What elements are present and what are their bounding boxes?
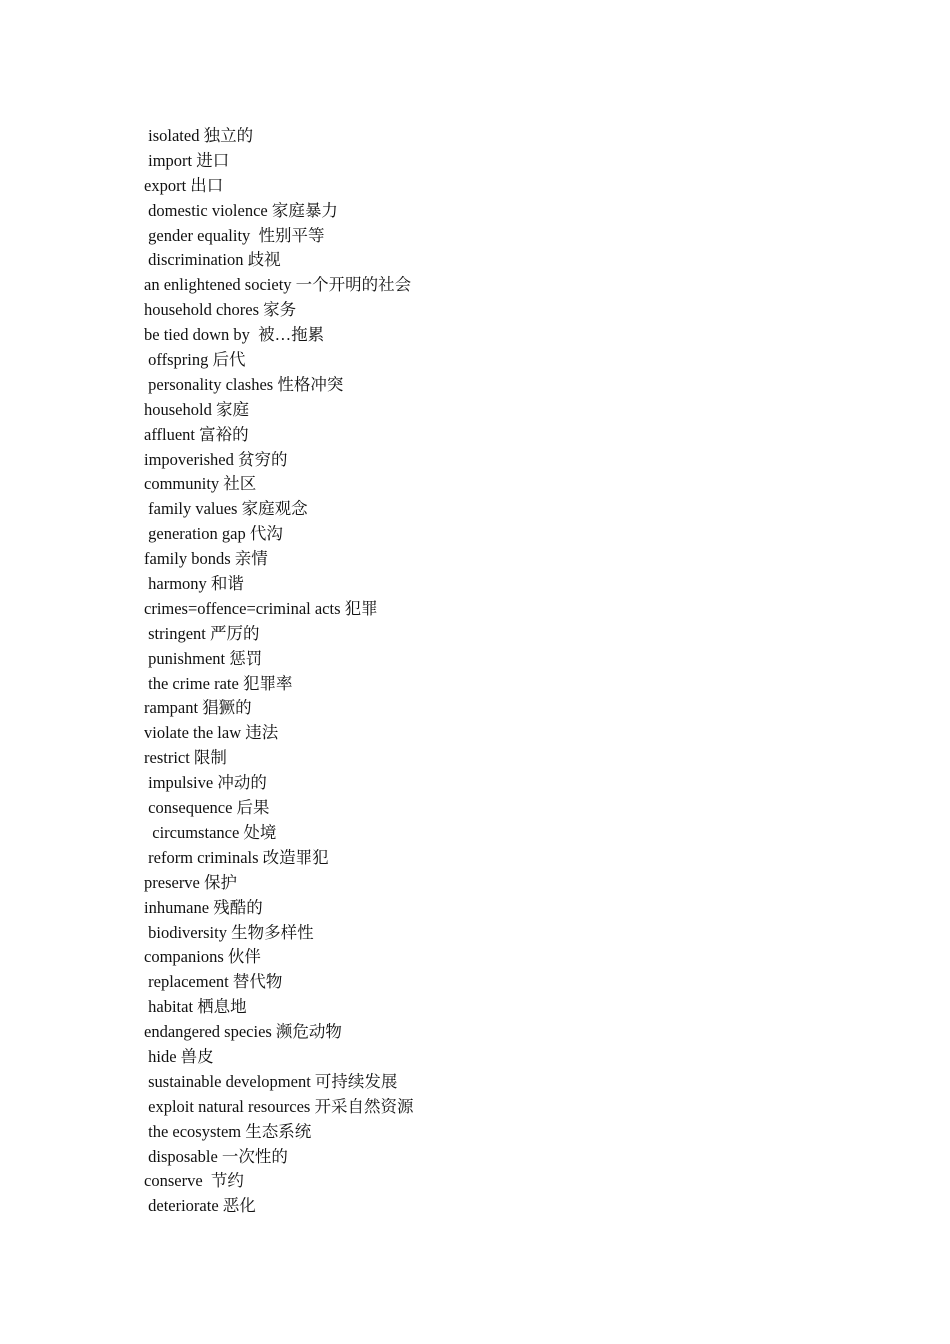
- vocab-line: gender equality 性别平等: [144, 225, 325, 245]
- vocab-line: community 社区: [144, 474, 257, 494]
- vocab-line: deteriorate 恶化: [144, 1196, 256, 1216]
- vocab-line: preserve 保护: [144, 872, 238, 892]
- vocab-line: personality clashes 性格冲突: [144, 374, 344, 394]
- vocab-line: restrict 限制: [144, 748, 227, 768]
- vocab-line: conserve 节约: [144, 1171, 244, 1191]
- vocab-line: impulsive 冲动的: [144, 773, 267, 793]
- vocab-line: disposable 一次性的: [144, 1146, 288, 1166]
- vocab-line: export 出口: [144, 175, 224, 195]
- vocab-line: affluent 富裕的: [144, 424, 249, 444]
- vocab-line: reform criminals 改造罪犯: [144, 847, 329, 867]
- vocab-line: offspring 后代: [144, 350, 246, 370]
- vocab-line: habitat 栖息地: [144, 997, 247, 1017]
- vocab-line: the crime rate 犯罪率: [144, 673, 293, 693]
- vocab-line: household chores 家务: [144, 300, 297, 320]
- vocab-line: replacement 替代物: [144, 972, 283, 992]
- vocabulary-list: [144, 124, 413, 1219]
- vocab-line: sustainable development 可持续发展: [144, 1071, 398, 1091]
- vocab-line: be tied down by 被…拖累: [144, 325, 325, 345]
- vocab-line: household 家庭: [144, 399, 249, 419]
- vocab-line: companions 伙伴: [144, 947, 261, 967]
- vocab-line: harmony 和谐: [144, 574, 244, 594]
- vocab-line: impoverished 贫穷的: [144, 449, 288, 469]
- vocab-line: family bonds 亲情: [144, 549, 268, 569]
- vocab-line: import 进口: [144, 150, 230, 170]
- vocab-line: hide 兽皮: [144, 1046, 214, 1066]
- vocab-line: domestic violence 家庭暴力: [144, 200, 338, 220]
- vocab-line: rampant 猖獗的: [144, 698, 252, 718]
- vocab-line: crimes=offence=criminal acts 犯罪: [144, 598, 378, 618]
- vocab-line: punishment 惩罚: [144, 648, 263, 668]
- vocab-line: discrimination 歧视: [144, 250, 281, 270]
- vocab-line: exploit natural resources 开采自然资源: [144, 1096, 414, 1116]
- vocab-line: consequence 后果: [144, 798, 270, 818]
- vocab-line: generation gap 代沟: [144, 524, 283, 544]
- vocab-line: circumstance 处境: [144, 822, 277, 842]
- vocab-line: the ecosystem 生态系统: [144, 1121, 312, 1141]
- vocab-line: family values 家庭观念: [144, 499, 308, 519]
- vocab-line: isolated 独立的: [144, 126, 254, 145]
- vocab-line: violate the law 违法: [144, 723, 279, 743]
- vocab-line: stringent 严厉的: [144, 623, 260, 643]
- vocab-line: inhumane 残酷的: [144, 897, 263, 917]
- vocab-line: an enlightened society 一个开明的社会: [144, 275, 412, 295]
- vocab-line: endangered species 濒危动物: [144, 1022, 342, 1042]
- vocab-line: biodiversity 生物多样性: [144, 922, 314, 942]
